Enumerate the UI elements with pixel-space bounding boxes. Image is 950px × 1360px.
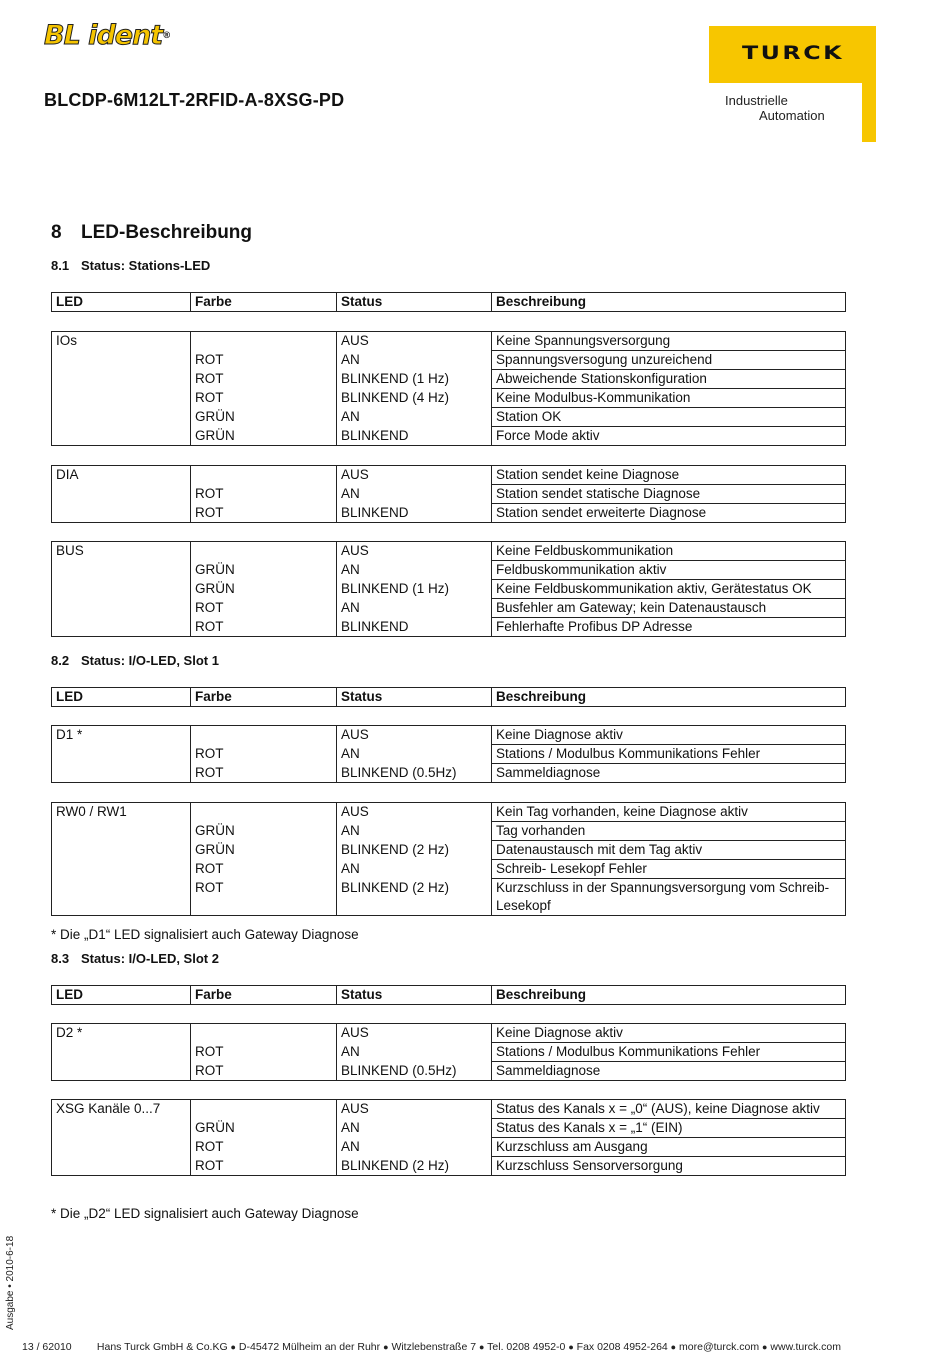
led-name-cell bbox=[52, 389, 191, 408]
led-table-xsg bbox=[51, 1099, 846, 1176]
table-row bbox=[52, 1138, 846, 1157]
description-cell: Busfehler am Gateway; kein Datenaustausch bbox=[492, 599, 846, 618]
description-cell: Force Mode aktiv bbox=[492, 427, 846, 446]
table-header-8-1: LED Farbe Status Beschreibung bbox=[51, 292, 846, 312]
status-cell: AN bbox=[337, 860, 492, 879]
table-row bbox=[52, 485, 846, 504]
footer-fax: Fax 0208 4952-264 bbox=[576, 1341, 668, 1353]
led-name-cell bbox=[52, 1138, 191, 1157]
color-cell: GRÜN bbox=[191, 580, 337, 599]
color-cell: ROT bbox=[191, 618, 337, 637]
led-table-bus bbox=[51, 541, 846, 637]
description-cell: Keine Diagnose aktiv bbox=[492, 1024, 846, 1043]
led-name-cell: D1 * bbox=[52, 726, 191, 745]
description-cell: Station sendet erweiterte Diagnose bbox=[492, 504, 846, 523]
status-cell: AUS bbox=[337, 1100, 492, 1119]
led-name-cell bbox=[52, 580, 191, 599]
table-row bbox=[52, 408, 846, 427]
description-cell: Sammeldiagnose bbox=[492, 1062, 846, 1081]
table-row bbox=[52, 427, 846, 446]
footer-street: Witzlebenstraße 7 bbox=[391, 1341, 477, 1353]
description-cell: Status des Kanals x = „0“ (AUS), keine Diagnose aktiv bbox=[492, 1100, 846, 1119]
led-name-cell bbox=[52, 1119, 191, 1138]
color-cell bbox=[191, 332, 337, 351]
led-name-cell bbox=[52, 1157, 191, 1176]
description-cell: Schreib- Lesekopf Fehler bbox=[492, 860, 846, 879]
status-cell: AUS bbox=[337, 726, 492, 745]
table-row bbox=[52, 351, 846, 370]
status-cell: BLINKEND (0.5Hz) bbox=[337, 764, 492, 783]
color-cell bbox=[191, 726, 337, 745]
footer-email[interactable]: more@turck.com bbox=[679, 1341, 760, 1353]
table-row bbox=[52, 879, 846, 916]
subsection-8-1-heading: 8.1 Status: Stations-LED bbox=[51, 258, 211, 273]
color-cell: ROT bbox=[191, 504, 337, 523]
led-name-cell bbox=[52, 1062, 191, 1081]
status-cell: AN bbox=[337, 745, 492, 764]
note-d2: * Die „D2“ LED signalisiert auch Gateway Diagnose bbox=[51, 1206, 359, 1221]
color-cell: ROT bbox=[191, 764, 337, 783]
description-cell: Keine Feldbuskommunikation aktiv, Gerätestatus OK bbox=[492, 580, 846, 599]
subsection-8-2-heading: 8.2 Status: I/O-LED, Slot 1 bbox=[51, 653, 219, 668]
status-cell: BLINKEND (4 Hz) bbox=[337, 389, 492, 408]
status-cell: AN bbox=[337, 408, 492, 427]
description-cell: Kein Tag vorhanden, keine Diagnose aktiv bbox=[492, 803, 846, 822]
table-header-8-2: LED Farbe Status Beschreibung bbox=[51, 687, 846, 707]
table-row bbox=[52, 822, 846, 841]
led-name-cell: DIA bbox=[52, 466, 191, 485]
footer-tel: Tel. 0208 4952-0 bbox=[487, 1341, 566, 1353]
bullet-icon: ● bbox=[568, 1342, 574, 1352]
led-name-cell: D2 * bbox=[52, 1024, 191, 1043]
color-cell bbox=[191, 803, 337, 822]
led-name-cell: XSG Kanäle 0...7 bbox=[52, 1100, 191, 1119]
table-row bbox=[52, 580, 846, 599]
led-name-cell bbox=[52, 618, 191, 637]
status-cell: BLINKEND (1 Hz) bbox=[337, 580, 492, 599]
description-cell: Station sendet statische Diagnose bbox=[492, 485, 846, 504]
status-cell: BLINKEND (2 Hz) bbox=[337, 1157, 492, 1176]
page-number: 13 / 62010 bbox=[22, 1341, 72, 1353]
table-row bbox=[52, 618, 846, 637]
description-cell: Kurzschluss Sensorversorgung bbox=[492, 1157, 846, 1176]
registered-mark: ® bbox=[162, 31, 171, 41]
color-cell bbox=[191, 1024, 337, 1043]
status-cell: AN bbox=[337, 1119, 492, 1138]
led-name-cell bbox=[52, 764, 191, 783]
color-cell: GRÜN bbox=[191, 1119, 337, 1138]
table-row bbox=[52, 466, 846, 485]
description-cell: Spannungsversogung unzureichend bbox=[492, 351, 846, 370]
color-cell: ROT bbox=[191, 485, 337, 504]
bullet-icon: ● bbox=[670, 1342, 677, 1352]
led-name-cell bbox=[52, 504, 191, 523]
led-name-cell bbox=[52, 879, 191, 916]
status-cell: AN bbox=[337, 599, 492, 618]
color-cell: ROT bbox=[191, 370, 337, 389]
color-cell: GRÜN bbox=[191, 822, 337, 841]
color-cell: ROT bbox=[191, 1157, 337, 1176]
page-footer bbox=[22, 1341, 841, 1353]
table-row bbox=[52, 542, 846, 561]
status-cell: AUS bbox=[337, 1024, 492, 1043]
bullet-icon: ● bbox=[762, 1342, 768, 1352]
led-table-rw bbox=[51, 802, 846, 916]
led-table-dia bbox=[51, 465, 846, 523]
table-row bbox=[52, 1062, 846, 1081]
document-title: BLCDP-6M12LT-2RFID-A-8XSG-PD bbox=[44, 90, 345, 110]
table-row bbox=[52, 504, 846, 523]
color-cell: GRÜN bbox=[191, 427, 337, 446]
table-row bbox=[52, 370, 846, 389]
led-name-cell bbox=[52, 351, 191, 370]
edition-date: Ausgabe • 2010-6-18 bbox=[5, 1235, 16, 1330]
status-cell: BLINKEND (1 Hz) bbox=[337, 370, 492, 389]
table-row bbox=[52, 860, 846, 879]
table-row bbox=[52, 745, 846, 764]
status-cell: AN bbox=[337, 351, 492, 370]
color-cell: ROT bbox=[191, 389, 337, 408]
status-cell: BLINKEND (0.5Hz) bbox=[337, 1062, 492, 1081]
brand-name: TURCK bbox=[741, 42, 845, 64]
status-cell: AUS bbox=[337, 332, 492, 351]
footer-company: Hans Turck GmbH & Co.KG bbox=[96, 1341, 228, 1353]
color-cell: GRÜN bbox=[191, 841, 337, 860]
led-table-d2 bbox=[51, 1023, 846, 1081]
led-name-cell bbox=[52, 599, 191, 618]
description-cell: Keine Diagnose aktiv bbox=[492, 726, 846, 745]
description-cell: Kurzschluss am Ausgang bbox=[492, 1138, 846, 1157]
table-row bbox=[52, 764, 846, 783]
footer-web[interactable]: www.turck.com bbox=[770, 1341, 841, 1353]
table-row bbox=[52, 803, 846, 822]
description-cell: Fehlerhafte Profibus DP Adresse bbox=[492, 618, 846, 637]
status-cell: BLINKEND (2 Hz) bbox=[337, 841, 492, 860]
description-cell: Sammeldiagnose bbox=[492, 764, 846, 783]
led-name-cell bbox=[52, 427, 191, 446]
status-cell: BLINKEND bbox=[337, 504, 492, 523]
table-header-8-3: LED Farbe Status Beschreibung bbox=[51, 985, 846, 1005]
color-cell: GRÜN bbox=[191, 408, 337, 427]
color-cell: ROT bbox=[191, 860, 337, 879]
table-row bbox=[52, 561, 846, 580]
table-row bbox=[52, 1100, 846, 1119]
turck-logo bbox=[709, 26, 876, 142]
led-table-ios bbox=[51, 331, 846, 446]
table-row bbox=[52, 1024, 846, 1043]
status-cell: AN bbox=[337, 822, 492, 841]
led-name-cell bbox=[52, 860, 191, 879]
color-cell: ROT bbox=[191, 745, 337, 764]
footer-address: D-45472 Mülheim an der Ruhr bbox=[238, 1341, 381, 1353]
description-cell: Datenaustausch mit dem Tag aktiv bbox=[492, 841, 846, 860]
brand-tagline: Industrielle Automation bbox=[725, 93, 825, 123]
description-cell: Stations / Modulbus Kommunikations Fehler bbox=[492, 1043, 846, 1062]
description-cell: Tag vorhanden bbox=[492, 822, 846, 841]
led-name-cell bbox=[52, 485, 191, 504]
color-cell bbox=[191, 542, 337, 561]
status-cell: AUS bbox=[337, 803, 492, 822]
color-cell bbox=[191, 466, 337, 485]
subsection-8-3-heading: 8.3 Status: I/O-LED, Slot 2 bbox=[51, 951, 219, 966]
color-cell: GRÜN bbox=[191, 561, 337, 580]
table-row bbox=[52, 1119, 846, 1138]
bullet-icon: ● bbox=[230, 1342, 236, 1352]
status-cell: BLINKEND bbox=[337, 427, 492, 446]
bullet-icon: ● bbox=[383, 1342, 389, 1352]
table-row bbox=[52, 599, 846, 618]
status-cell: AN bbox=[337, 561, 492, 580]
led-name-cell bbox=[52, 370, 191, 389]
description-cell: Keine Spannungsversorgung bbox=[492, 332, 846, 351]
description-cell: Kurzschluss in der Spannungsversorgung vom Schreib-Lesekopf bbox=[492, 879, 846, 916]
led-name-cell bbox=[52, 561, 191, 580]
section-heading: 8 LED-Beschreibung bbox=[51, 222, 253, 243]
description-cell: Keine Modulbus-Kommunikation bbox=[492, 389, 846, 408]
description-cell: Stations / Modulbus Kommunikations Fehler bbox=[492, 745, 846, 764]
color-cell: ROT bbox=[191, 1043, 337, 1062]
description-cell: Abweichende Stationskonfiguration bbox=[492, 370, 846, 389]
led-name-cell bbox=[52, 841, 191, 860]
table-row bbox=[52, 726, 846, 745]
description-cell: Status des Kanals x = „1“ (EIN) bbox=[492, 1119, 846, 1138]
led-name-cell: IOs bbox=[52, 332, 191, 351]
status-cell: AUS bbox=[337, 542, 492, 561]
color-cell: ROT bbox=[191, 1138, 337, 1157]
led-name-cell bbox=[52, 822, 191, 841]
table-row bbox=[52, 841, 846, 860]
table-row bbox=[52, 332, 846, 351]
color-cell: ROT bbox=[191, 351, 337, 370]
status-cell: AN bbox=[337, 1043, 492, 1062]
led-name-cell: RW0 / RW1 bbox=[52, 803, 191, 822]
status-cell: BLINKEND bbox=[337, 618, 492, 637]
color-cell: ROT bbox=[191, 879, 337, 916]
led-table-d1 bbox=[51, 725, 846, 783]
status-cell: AN bbox=[337, 1138, 492, 1157]
color-cell: ROT bbox=[191, 599, 337, 618]
status-cell: BLINKEND (2 Hz) bbox=[337, 879, 492, 916]
description-cell: Feldbuskommunikation aktiv bbox=[492, 561, 846, 580]
color-cell: ROT bbox=[191, 1062, 337, 1081]
table-row bbox=[52, 1157, 846, 1176]
note-d1: * Die „D1“ LED signalisiert auch Gateway Diagnose bbox=[51, 927, 359, 942]
description-cell: Station OK bbox=[492, 408, 846, 427]
status-cell: AUS bbox=[337, 466, 492, 485]
status-cell: AN bbox=[337, 485, 492, 504]
led-name-cell bbox=[52, 1043, 191, 1062]
color-cell bbox=[191, 1100, 337, 1119]
led-name-cell: BUS bbox=[52, 542, 191, 561]
led-name-cell bbox=[52, 408, 191, 427]
bl-ident-logo: BL ident® bbox=[44, 20, 171, 51]
table-row bbox=[52, 1043, 846, 1062]
description-cell: Keine Feldbuskommunikation bbox=[492, 542, 846, 561]
table-row bbox=[52, 389, 846, 408]
led-name-cell bbox=[52, 745, 191, 764]
description-cell: Station sendet keine Diagnose bbox=[492, 466, 846, 485]
bullet-icon: ● bbox=[478, 1342, 485, 1352]
